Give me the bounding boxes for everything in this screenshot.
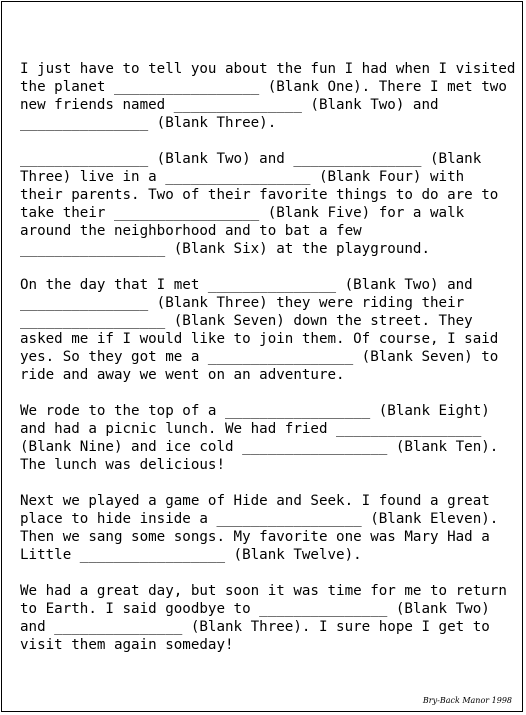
story-line: We rode to the top of a _________________ (Blank Eight) <box>20 403 490 419</box>
story-line: _______________ (Blank Three). <box>20 115 277 131</box>
story-paragraph <box>20 60 520 132</box>
story-line: _________________ (Blank Seven) down the street. They <box>20 313 473 329</box>
story-line: place to hide inside a _________________ (Blank Eleven). <box>20 511 499 527</box>
story-line: new friends named _______________ (Blank Two) and <box>20 97 439 113</box>
story-paragraph <box>20 582 520 654</box>
story-line: and _______________ (Blank Three). I sure hope I get to <box>20 619 490 635</box>
story-line: _________________ (Blank Six) at the playground. <box>20 241 430 257</box>
story-line: We had a great day, but soon it was time for me to return <box>20 583 507 599</box>
story-paragraph <box>20 150 520 258</box>
story-line: the planet _________________ (Blank One). There I met two <box>20 79 507 95</box>
story-line: asked me if I would like to join them. Of course, I said <box>20 331 499 347</box>
story-line: visit them again someday! <box>20 637 234 653</box>
story-line: and had a picnic lunch. We had fried _________________ <box>20 421 482 437</box>
paragraph-spacer <box>20 384 520 402</box>
story-line: ride and away we went on an adventure. <box>20 367 345 383</box>
story-paragraph <box>20 402 520 474</box>
paragraph-spacer <box>20 474 520 492</box>
story-paragraph <box>20 276 520 384</box>
story-line: _______________ (Blank Three) they were riding their <box>20 295 465 311</box>
story-line: (Blank Nine) and ice cold _________________ (Blank Ten). <box>20 439 499 455</box>
story-line: around the neighborhood and to bat a few <box>20 223 362 239</box>
story-line: yes. So they got me a _________________ (Blank Seven) to <box>20 349 499 365</box>
story-line: Little _________________ (Blank Twelve). <box>20 547 362 563</box>
story-text <box>20 60 520 654</box>
page-frame <box>1 1 523 712</box>
story-paragraph <box>20 492 520 564</box>
story-line: Next we played a game of Hide and Seek. I found a great <box>20 493 490 509</box>
paragraph-spacer <box>20 132 520 150</box>
footer-credit: Bry-Back Manor 1998 <box>422 696 512 705</box>
story-line: On the day that I met _______________ (Blank Two) and <box>20 277 473 293</box>
story-line: Then we sang some songs. My favorite one was Mary Had a <box>20 529 490 545</box>
story-line: take their _________________ (Blank Five) for a walk <box>20 205 465 221</box>
paragraph-spacer <box>20 564 520 582</box>
story-line: to Earth. I said goodbye to _______________ (Blank Two) <box>20 601 490 617</box>
story-line: their parents. Two of their favorite things to do are to <box>20 187 499 203</box>
paragraph-spacer <box>20 258 520 276</box>
story-line: The lunch was delicious! <box>20 457 225 473</box>
story-line: I just have to tell you about the fun I had when I visited <box>20 61 516 77</box>
story-line: _______________ (Blank Two) and _______________ (Blank <box>20 151 482 167</box>
story-line: Three) live in a _________________ (Blank Four) with <box>20 169 465 185</box>
